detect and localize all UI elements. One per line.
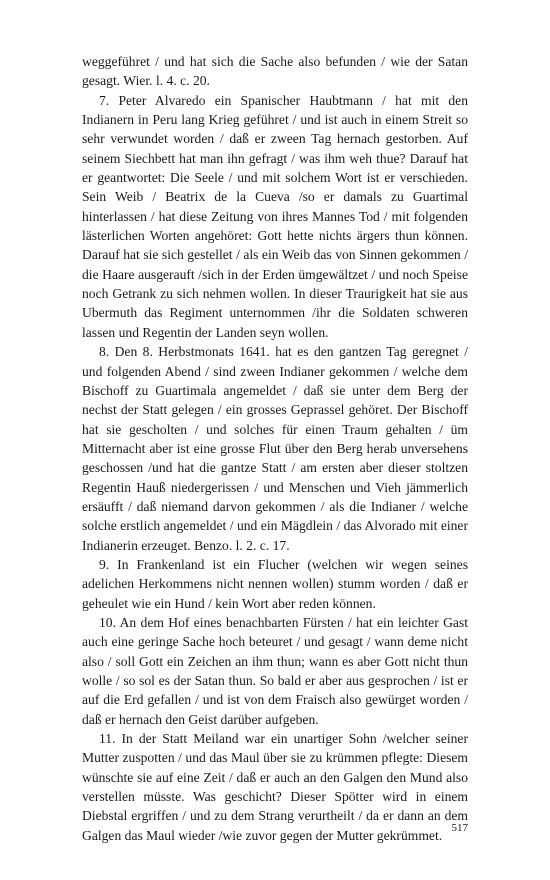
body-text [82,52,468,845]
page-number: 517 [451,822,468,834]
paragraph-11: 11. In der Statt Meiland war ein unartiger Sohn /welcher seiner Mutter zuspotten / und das Maul über sie zu krümmen pflegte: Diesem wünschte sie auf eine Zeit / daß er auch an den Galgen den Mund also verstellen müsste. Was geschicht? Dieser Spötter wird in einem Diebstal ergriffen / und zu dem Strang verurtheilt / da er dann an dem Galgen das Maul wieder /wie zuvor gegen der Mutter gekrümmet. [82,731,468,843]
paragraph-8: 8. Den 8. Herbstmonats 1641. hat es den gantzen Tag geregnet / und folgenden Abend / sind zween Indianer gekommen / welche dem Bischoff zu Guartimala angemeldet / daß sie unter dem Berg der nechst der Statt gelegen / ein grosses Geprassel gehöret. Der Bischoff hat sie gescholten / und solches für einen Traum gehalten / üm Mitternacht aber ist eine grosse Flut über den Berg herab unversehens geschossen /und hat die gantze Statt / am ersten aber dieser stoltzen Regentin Hauß niedergerissen / und Menschen und Vieh jämmerlich ersäufft / daß niemand darvon gekommen / als die Indianer / welche solche erstlich angemeldet / und ein Mägdlein / das Alvorado mit einer Indianerin erzeuget. Benzo. l. 2. c. 17. [82,344,468,553]
paragraph-continuation: weggeführet / und hat sich die Sache also befunden / wie der Satan gesagt. Wier. l. 4. c. 20. [82,54,468,89]
paragraph-7: 7. Peter Alvaredo ein Spanischer Haubtmann / hat mit den Indianern in Peru lang Krieg geführet / und ist auch in einem Streit so sehr verwundet worden / daß er zween Tag hernach gestorben. Auf seinem Siechbett hat man ihn gefragt / was ihm weh thue? Darauf hat er geantwortet: Die Seele / und mit solchem Wort ist er verschieden. Sein Weib / Beatrix de la Cueva /so er damals zu Guartimal hinterlassen / hat diese Zeitung von ihres Mannes Tod / mit folgenden lästerlichen Worten angehöret: Gott hette nichts ärgers thun können. Darauf hat sie sich gestellet / als ein Weib das von Sinnen gekommen / die Haare ausgerauft /sich in der Erden ümgewältzet / und noch Speise noch Getrank zu sich nehmen wollen. In dieser Traurigkeit hat sie aus Ubermuth das Regiment unternommen /ihr die Soldaten schweren lassen und Regentin der Landen seyn wollen. [82,92,468,340]
paragraph-10: 10. An dem Hof eines benachbarten Fürsten / hat ein leichter Gast auch eine geringe Sache hoch beteuret / und gesagt / wann deme nicht also / soll Gott ein Zeichen an ihm thun; wann es aber Gott nicht thun wolle / so sol es der Satan thun. So bald er aber aus gesprochen / ist er auf die Erd gefallen / und ist von dem Fraisch also gewürget worden / daß er hernach den Geist darüber aufgeben. [82,614,468,727]
paragraph-9: 9. In Frankenland ist ein Flucher (welchen wir wegen seines adelichen Herkommens nicht nennen wollen) stumm worden / daß er geheulet wie ein Hund / kein Wort aber reden können. [82,556,468,611]
